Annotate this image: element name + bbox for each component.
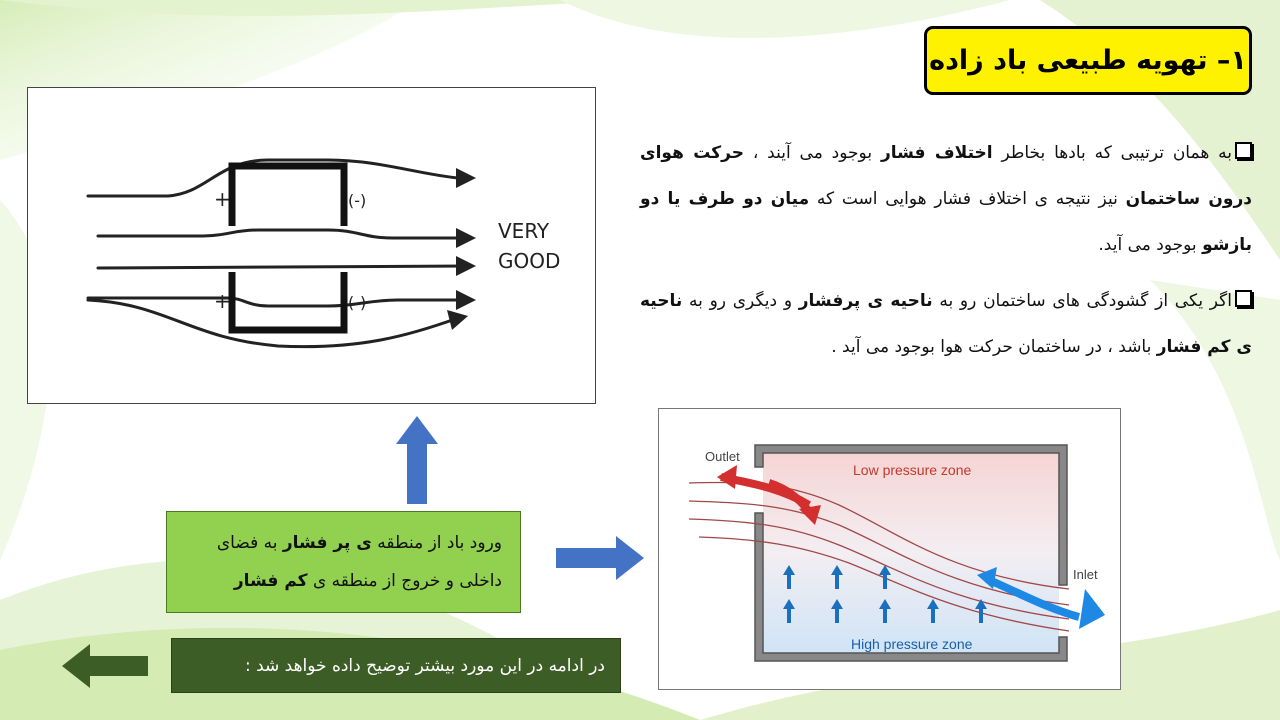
green-box-bold-1: ی پر فشار bbox=[282, 533, 372, 553]
pressure-zone-diagram-figure bbox=[658, 408, 1121, 690]
flow-line-bottom bbox=[88, 298, 468, 306]
plus-bottom-label: + bbox=[214, 289, 231, 313]
high-pressure-label: High pressure zone bbox=[851, 636, 973, 652]
continuation-note-text: در ادامه در این مورد بیشتر توضیح داده خواهد شد : bbox=[244, 655, 605, 676]
bullet-list bbox=[640, 130, 1252, 370]
flow-line-lower bbox=[98, 266, 468, 268]
arrowheads bbox=[447, 168, 476, 330]
plus-top-label: + bbox=[214, 187, 231, 211]
arrowhead-icon bbox=[456, 290, 476, 310]
bullet-1-bold-3: میان دو طرف یا دو بازشو bbox=[640, 189, 1252, 255]
bullet-2-text-2: و دیگری رو به bbox=[682, 291, 799, 311]
bullet-2-bold-2: ناحیه ی کم فشار bbox=[640, 291, 1252, 357]
arrowhead-icon bbox=[447, 310, 468, 330]
building-bottom-outline bbox=[232, 272, 344, 330]
bullet-1 bbox=[640, 130, 1252, 268]
slide-title: ۱– تهویه طبیعی باد زاده bbox=[924, 26, 1252, 95]
bullet-1-text-4: بوجود می آید. bbox=[1098, 235, 1203, 255]
bullet-2-text-3: باشد ، در ساختمان حرکت هوا بوجود می آید . bbox=[831, 337, 1157, 357]
arrowhead-icon bbox=[456, 256, 476, 276]
green-box-text-2: به فضای داخلی و خروج از منطقه ی bbox=[216, 533, 502, 591]
bullet-2-text: اگر یکی از گشودگی های ساختمان رو به bbox=[932, 291, 1232, 311]
minus-bottom-label: (-) bbox=[348, 293, 367, 312]
green-box-text: ورود باد از منطقه bbox=[371, 533, 502, 553]
very-label: VERY bbox=[498, 219, 550, 243]
flow-line-upper bbox=[98, 230, 468, 238]
checkbox-bullet-icon bbox=[1235, 142, 1252, 159]
bullet-2-bold-1: ناحیه ی پرفشار bbox=[798, 291, 933, 311]
right-arrow-icon bbox=[556, 536, 646, 580]
bullet-1-bold-2: حرکت هوای درون ساختمان bbox=[640, 143, 1252, 209]
green-box-bold-2: کم فشار bbox=[233, 571, 308, 591]
building-top-outline bbox=[232, 166, 344, 226]
outlet-arrowhead-icon bbox=[717, 465, 737, 489]
inlet-arrowhead-icon bbox=[1079, 589, 1105, 629]
arrowhead-icon bbox=[456, 228, 476, 248]
arrowhead-icon bbox=[456, 168, 476, 188]
bullet-1-text: به همان ترتیبی که بادها بخاطر bbox=[992, 143, 1232, 163]
checkbox-bullet-icon bbox=[1235, 290, 1252, 307]
airflow-explanation-box bbox=[166, 511, 521, 613]
bullet-1-bold-1: اختلاف فشار bbox=[880, 143, 993, 163]
continuation-note-box bbox=[171, 638, 621, 693]
low-pressure-label: Low pressure zone bbox=[853, 462, 972, 478]
airflow-diagram-figure bbox=[27, 87, 596, 404]
room-interior bbox=[763, 453, 1059, 653]
up-arrow-icon bbox=[396, 416, 438, 504]
bullet-1-text-2: بوجود می آیند ، bbox=[743, 143, 881, 163]
good-label: GOOD bbox=[498, 249, 561, 273]
outlet-label: Outlet bbox=[705, 449, 740, 464]
minus-top-label: (-) bbox=[348, 191, 367, 210]
bullet-2 bbox=[640, 278, 1252, 370]
inlet-label: Inlet bbox=[1073, 567, 1098, 582]
left-arrow-icon bbox=[62, 644, 150, 688]
bullet-1-text-3: نیز نتیجه ی اختلاف فشار هوایی است که bbox=[809, 189, 1126, 209]
